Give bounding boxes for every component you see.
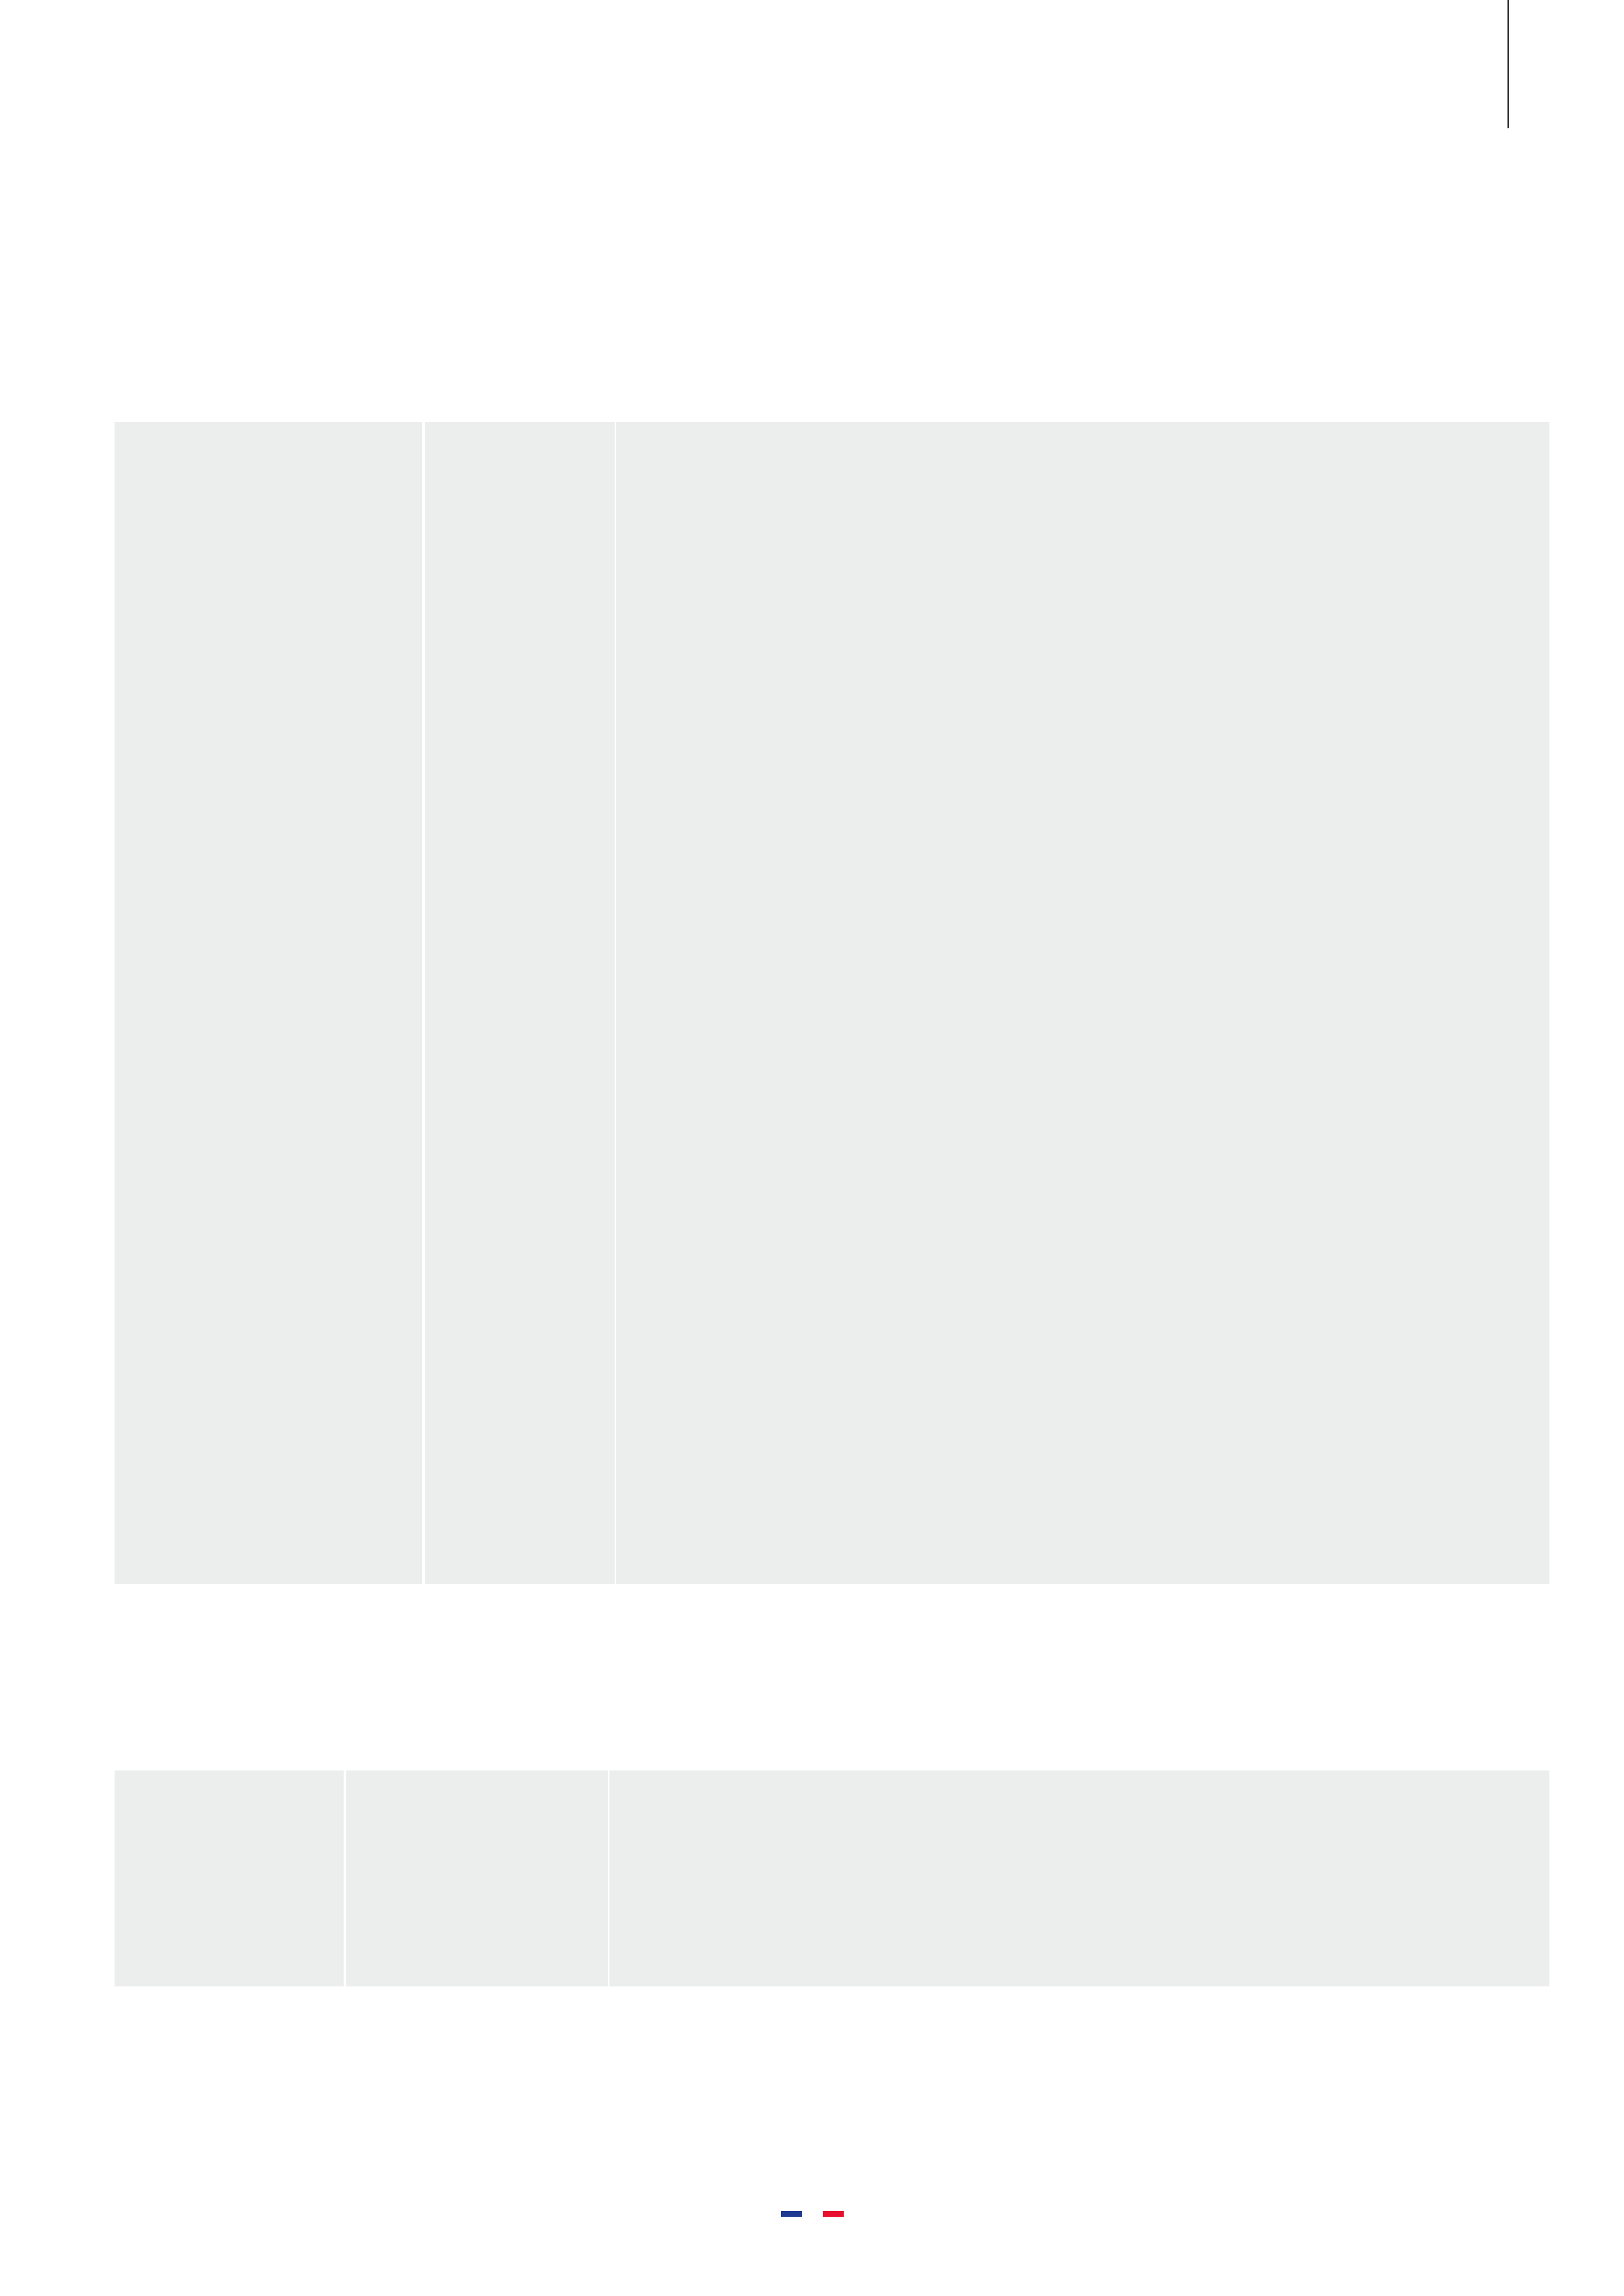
size-table-polo-tshirt bbox=[115, 1770, 1549, 1986]
applies-to-panel-1 bbox=[115, 422, 424, 1584]
footer bbox=[0, 2206, 1624, 2217]
size-grid-2 bbox=[346, 1770, 1549, 1986]
grid2-divider-vertical bbox=[608, 1770, 609, 1986]
applies-to-panel-2 bbox=[115, 1770, 345, 1986]
size-grid-1 bbox=[425, 422, 1549, 1584]
grid-divider-vertical bbox=[615, 422, 616, 1584]
page-number-rule bbox=[1507, 0, 1509, 128]
size-table-tops bbox=[115, 422, 1549, 1584]
french-flag-icon bbox=[781, 2211, 844, 2217]
